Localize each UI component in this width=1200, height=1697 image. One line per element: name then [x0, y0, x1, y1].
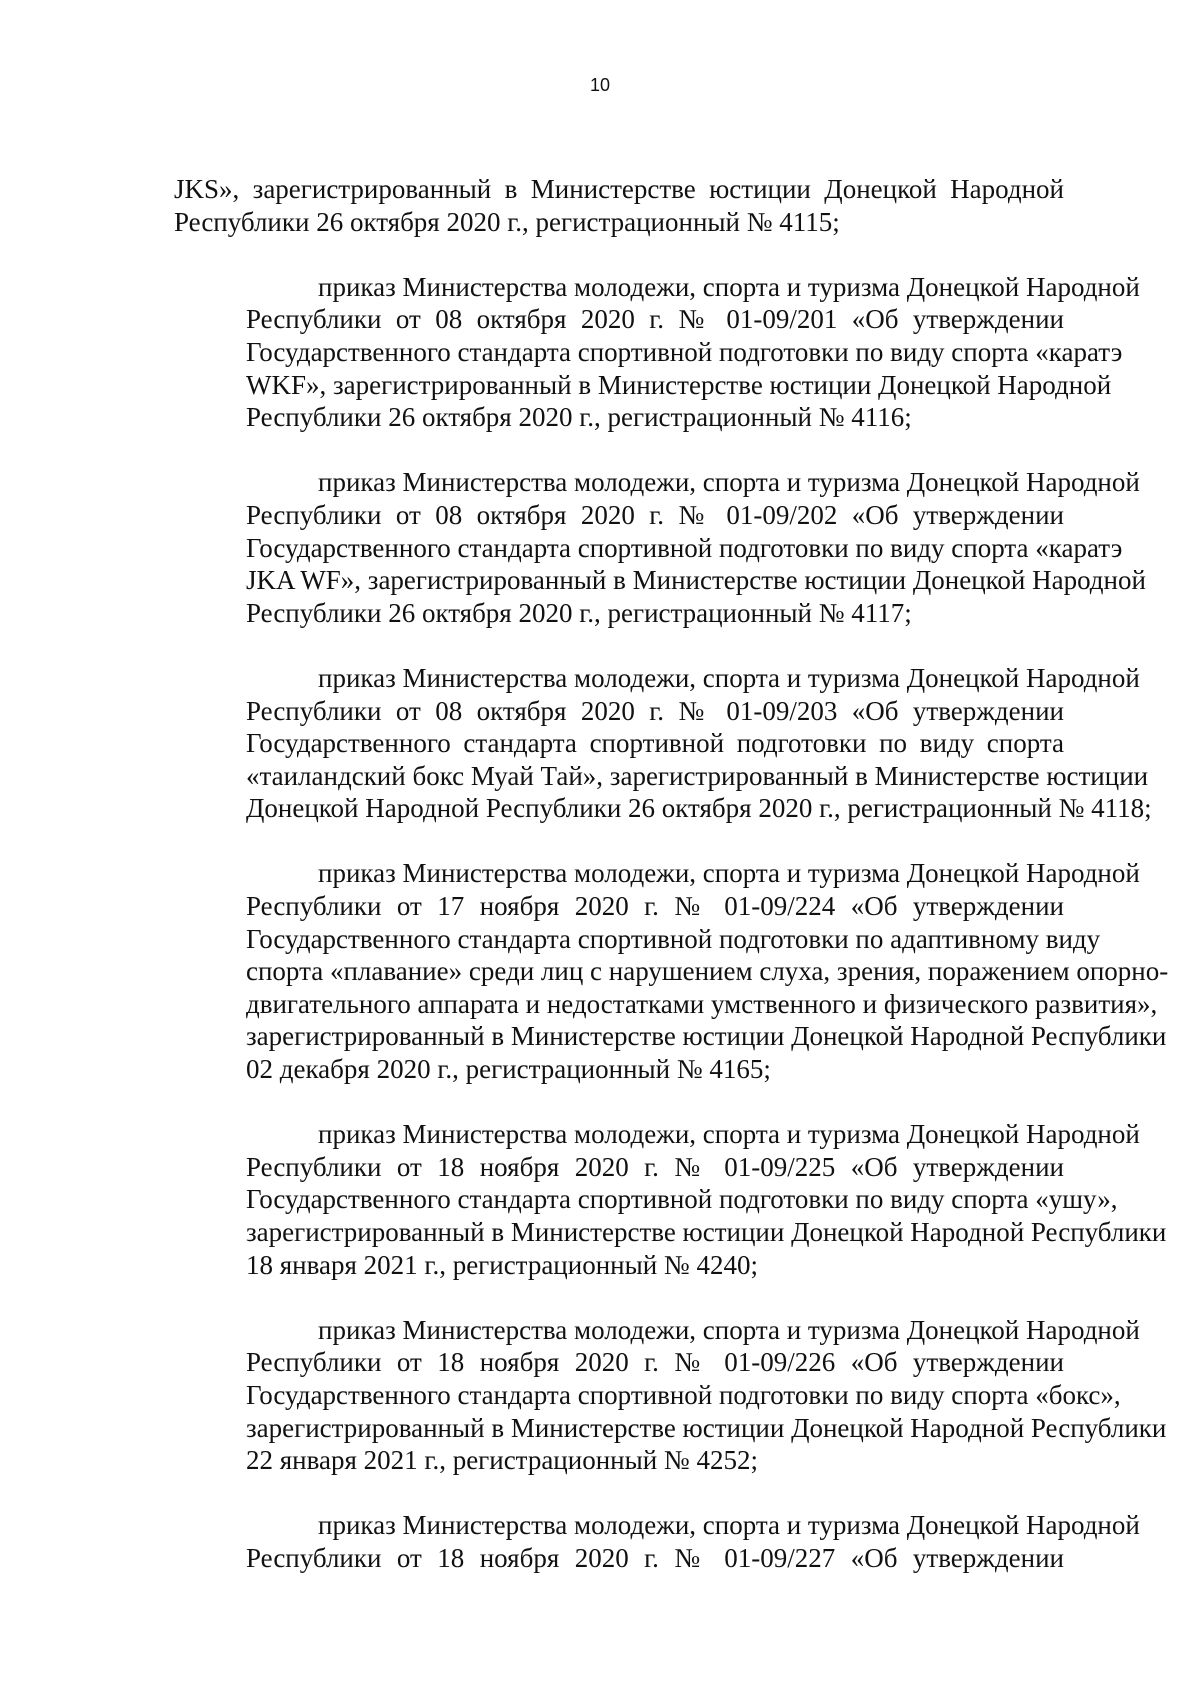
text-line: JKA WF», зарегистрированный в Министерстве юстиции Донецкой Народной: [246, 565, 1146, 596]
text-line: Государственного стандарта спортивной подготовки по виду спорта «каратэ: [246, 336, 1123, 367]
text-line: 18 января 2021 г., регистрационный № 4240;: [246, 1249, 758, 1280]
text-line: WKF», зарегистрированный в Министерстве юстиции Донецкой Народной: [246, 369, 1112, 400]
text-line: приказ Министерства молодежи, спорта и туризма Донецкой Народной: [318, 662, 1140, 693]
text-line: Республики 26 октября 2020 г., регистрационный № 4115;: [174, 206, 840, 237]
text-line: Республики от 08 октября 2020 г. № 01-09/201 «Об утверждении: [246, 304, 1064, 335]
paragraph: [174, 1314, 1167, 1477]
paragraph: [174, 173, 1064, 238]
text-line: JKS», зарегистрированный в Министерстве юстиции Донецкой Народной: [174, 174, 1064, 204]
text-line: Республики от 18 ноября 2020 г. № 01-09/227 «Об утверждении: [246, 1542, 1064, 1573]
text-line: Государственного стандарта спортивной подготовки по адаптивному виду: [246, 923, 1101, 954]
document-body: [174, 173, 1169, 1607]
paragraph: [174, 857, 1169, 1085]
text-line: зарегистрированный в Министерстве юстиции Донецкой Народной Республики: [246, 1021, 1167, 1052]
text-line: Республики от 18 ноября 2020 г. № 01-09/225 «Об утверждении: [246, 1151, 1064, 1182]
text-line: приказ Министерства молодежи, спорта и туризма Донецкой Народной: [318, 1314, 1140, 1345]
text-line: 02 декабря 2020 г., регистрационный № 4165;: [246, 1054, 771, 1085]
text-line: приказ Министерства молодежи, спорта и туризма Донецкой Народной: [318, 1510, 1140, 1541]
text-line: Государственного стандарта спортивной подготовки по виду спорта: [246, 728, 1064, 759]
text-line: спорта «плавание» среди лиц с нарушением слуха, зрения, поражением опорно-: [246, 956, 1169, 987]
text-line: Республики 26 октября 2020 г., регистрационный № 4116;: [246, 402, 912, 433]
text-line: зарегистрированный в Министерстве юстиции Донецкой Народной Республики: [246, 1217, 1167, 1247]
text-line: Республики от 18 ноября 2020 г. № 01-09/226 «Об утверждении: [246, 1347, 1064, 1378]
text-line: Государственного стандарта спортивной подготовки по виду спорта «ушу»,: [246, 1184, 1118, 1215]
text-line: Республики от 08 октября 2020 г. № 01-09/202 «Об утверждении: [246, 499, 1064, 530]
text-line: Республики от 17 ноября 2020 г. № 01-09/224 «Об утверждении: [246, 891, 1064, 922]
paragraph: [174, 271, 1140, 434]
text-line: Республики 26 октября 2020 г., регистрационный № 4117;: [246, 597, 912, 628]
text-line: зарегистрированный в Министерстве юстиции Донецкой Народной Республики: [246, 1412, 1167, 1443]
paragraph: [174, 466, 1146, 629]
paragraph: [174, 662, 1152, 825]
text-line: двигательного аппарата и недостатками умственного и физического развития»,: [246, 988, 1158, 1019]
text-line: Республики от 08 октября 2020 г. № 01-09/203 «Об утверждении: [246, 695, 1064, 726]
text-line: приказ Министерства молодежи, спорта и туризма Донецкой Народной: [318, 858, 1140, 889]
text-line: приказ Министерства молодежи, спорта и туризма Донецкой Народной: [318, 467, 1140, 498]
text-line: приказ Министерства молодежи, спорта и туризма Донецкой Народной: [318, 1119, 1140, 1150]
text-line: «таиландский бокс Муай Тай», зарегистрированный в Министерстве юстиции: [246, 760, 1149, 791]
text-line: приказ Министерства молодежи, спорта и туризма Донецкой Народной: [318, 271, 1140, 302]
text-line: Государственного стандарта спортивной подготовки по виду спорта «бокс»,: [246, 1379, 1121, 1410]
text-line: Донецкой Народной Республики 26 октября 2020 г., регистрационный № 4118;: [246, 793, 1152, 824]
paragraph: [174, 1118, 1167, 1281]
page-number: 10: [589, 75, 611, 95]
text-line: Государственного стандарта спортивной подготовки по виду спорта «каратэ: [246, 532, 1123, 563]
text-line: 22 января 2021 г., регистрационный № 4252;: [246, 1445, 758, 1476]
paragraph: [174, 1509, 1140, 1574]
